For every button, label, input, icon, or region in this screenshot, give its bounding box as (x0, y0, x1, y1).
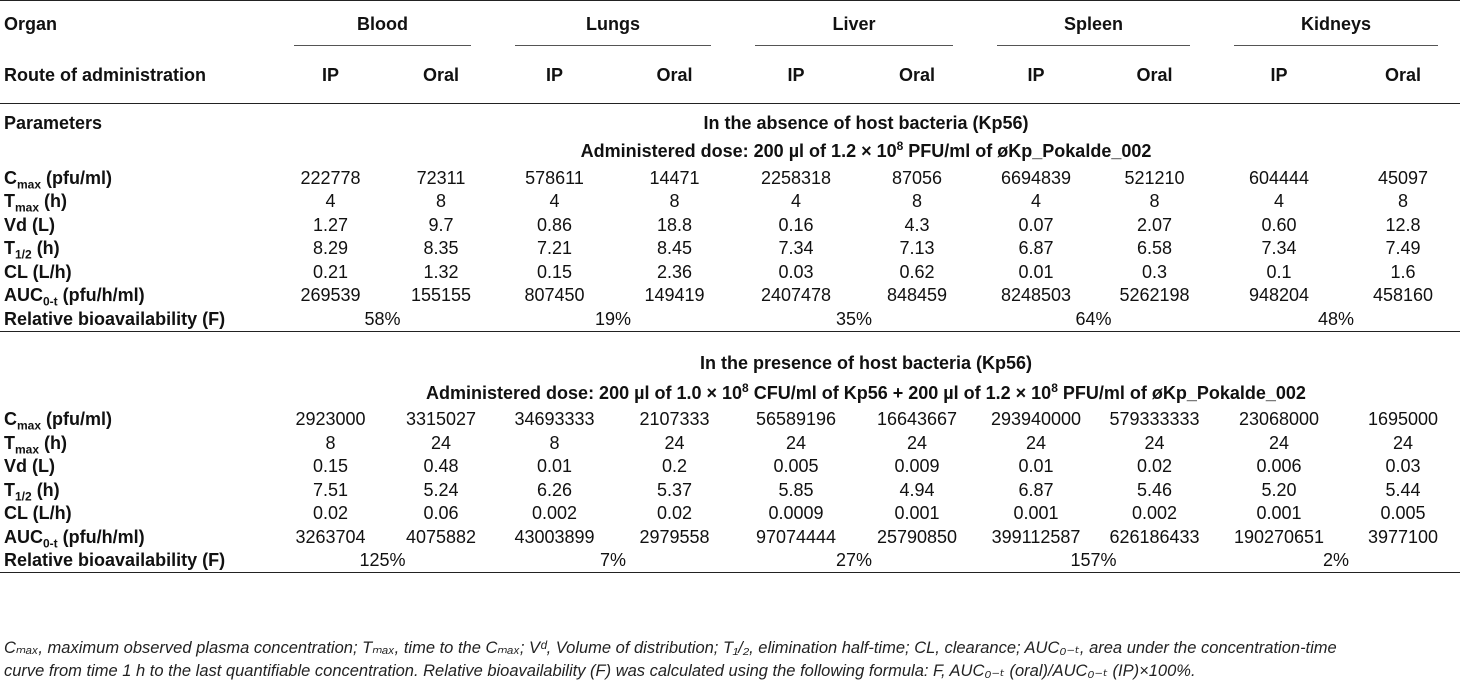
value-cell: 97074444 (755, 526, 837, 547)
section-present-dose: Administered dose: 200 µl of $1.0 \times 10^8$ CFU/ml of Kp56 + 200 µl of $1.2 \times 10^8$ PFU/ml of øKp_Pokalde_002 (426, 380, 1306, 403)
value-cell: 7.49 (1385, 238, 1421, 259)
value-cell: 0.06 (423, 503, 459, 524)
value-cell: 5.46 (1136, 479, 1173, 500)
route-header-row (0, 46, 1460, 104)
value-cell: 604444 (1248, 167, 1310, 188)
section-present-title-row (0, 348, 1460, 378)
value-cell: 2407478 (760, 285, 832, 306)
value-cell: 4 (1030, 191, 1041, 212)
value-cell: 7.34 (1261, 238, 1297, 259)
value-cell: 8248503 (1000, 285, 1072, 306)
value-cell: 4 (549, 191, 560, 212)
parameters-label: Parameters (4, 113, 103, 133)
bioavailability-value: 19% (594, 308, 632, 329)
value-cell: 0.001 (1013, 503, 1059, 524)
value-cell: 155155 (410, 285, 472, 306)
value-cell: 5.20 (1261, 479, 1297, 500)
value-cell: 5.24 (423, 479, 459, 500)
table-row (0, 455, 1460, 479)
value-cell: 807450 (524, 285, 585, 306)
value-cell: 24 (906, 432, 928, 453)
value-cell: 1.32 (423, 261, 459, 282)
section-present-title: In the presence of host bacteria (Kp56) (699, 352, 1033, 373)
section-absent-dose: Administered dose: 200 µl of $1.2 \times 10^8$ PFU/ml of øKp_Pokalde_002 (580, 139, 1152, 161)
parameter-label: $C_{max}$ (pfu/ml) (4, 409, 113, 433)
value-cell: 0.60 (1261, 214, 1297, 235)
value-cell: 8 (1149, 191, 1160, 212)
value-cell: 0.21 (312, 261, 349, 282)
route-ip: IP (545, 64, 563, 85)
value-cell: 8.29 (312, 238, 349, 259)
value-cell: 24 (1268, 432, 1290, 453)
route-oral: Oral (1384, 64, 1422, 85)
bioavailability-value: 157% (1070, 550, 1117, 571)
value-cell: 0.48 (423, 456, 459, 477)
bioavailability-value: 58% (364, 308, 401, 329)
section-present-dose-row (0, 378, 1460, 408)
section-absent-title-row (0, 104, 1460, 137)
value-cell: 2.36 (656, 261, 693, 282)
value-cell: 23068000 (1238, 409, 1320, 430)
section-absent-dose-row (0, 136, 1460, 166)
value-cell: 848459 (886, 285, 948, 306)
table-row (0, 502, 1460, 526)
value-cell: 34693333 (514, 409, 595, 430)
table-row (0, 525, 1460, 549)
route-oral: Oral (1136, 64, 1173, 85)
organ-header: Liver (733, 1, 975, 47)
value-cell: 25790850 (876, 526, 958, 547)
table-row (0, 237, 1460, 261)
parameter-label: $C_{max}$ (pfu/ml) (4, 167, 113, 192)
bioavailability-value: 64% (1075, 308, 1112, 329)
value-cell: 12.8 (1385, 214, 1421, 235)
value-cell: 626186433 (1109, 526, 1200, 547)
value-cell: 8 (549, 432, 560, 453)
value-cell: 3977100 (1367, 526, 1439, 547)
value-cell: 0.005 (773, 456, 819, 477)
value-cell: 0.005 (1380, 503, 1426, 524)
value-cell: 0.001 (894, 503, 940, 524)
value-cell: 458160 (1372, 285, 1434, 306)
value-cell: 1695000 (1367, 409, 1439, 430)
parameter-label: Vd (L) (4, 214, 55, 235)
value-cell: 0.15 (536, 261, 573, 282)
value-cell: 18.8 (656, 214, 693, 235)
value-cell: 4.94 (899, 479, 935, 500)
parameter-label: CL (L/h) (4, 261, 72, 282)
value-cell: 8 (1397, 191, 1408, 212)
value-cell: 190270651 (1233, 526, 1325, 547)
bioavailability-row (0, 307, 1460, 331)
value-cell: 0.02 (656, 503, 693, 524)
parameter-label: $T_{max}$ (h) (4, 191, 68, 215)
value-cell: 8 (325, 432, 336, 453)
value-cell: 5.37 (656, 479, 693, 500)
value-cell: 8.45 (656, 238, 693, 259)
organ-header: Spleen (975, 1, 1212, 47)
organ-header: Blood (272, 1, 493, 47)
value-cell: 1.6 (1390, 261, 1416, 282)
value-cell: 0.1 (1266, 261, 1292, 282)
value-cell: 0.07 (1018, 214, 1054, 235)
value-cell: 72311 (416, 167, 466, 188)
value-cell: 149419 (644, 285, 705, 306)
value-cell: 2258318 (760, 167, 832, 188)
parameter-label: Vd (L) (4, 456, 55, 477)
value-cell: 4 (1273, 191, 1284, 212)
value-cell: 7.51 (312, 479, 349, 500)
value-cell: 399112587 (991, 526, 1081, 547)
value-cell: 0.002 (1131, 503, 1178, 524)
value-cell: 6.58 (1136, 238, 1173, 259)
value-cell: 6.87 (1018, 479, 1054, 500)
value-cell: 0.03 (778, 261, 814, 282)
organ-underline (515, 45, 711, 46)
organ-underline (1234, 45, 1438, 46)
parameter-label: $AUC_{0-t}$ (pfu/h/ml) (4, 285, 145, 309)
value-cell: 1.27 (312, 214, 349, 235)
section-divider (0, 331, 1460, 348)
value-cell: 8 (669, 191, 680, 212)
section-absent-title: In the absence of host bacteria (Kp56) (703, 113, 1029, 133)
value-cell: 6.87 (1018, 238, 1054, 259)
value-cell: 4.3 (904, 214, 930, 235)
value-cell: 24 (664, 432, 685, 453)
bioavailability-value: 35% (835, 308, 873, 329)
value-cell: 24 (430, 432, 452, 453)
value-cell: 2979558 (639, 526, 710, 547)
value-cell: 579333333 (1109, 409, 1200, 430)
value-cell: 6.26 (536, 479, 573, 500)
organ-underline (294, 45, 471, 46)
bioavailability-row (0, 549, 1460, 573)
value-cell: 0.15 (312, 456, 349, 477)
value-cell: 4 (790, 191, 801, 212)
value-cell: 0.0009 (768, 503, 824, 524)
value-cell: 3315027 (405, 409, 477, 430)
value-cell: 6694839 (1000, 167, 1072, 188)
value-cell: 24 (1392, 432, 1414, 453)
footnote-line: Cₘₐₓ, maximum observed plasma concentration; Tₘₐₓ, time to the Cₘₐₓ; Vᵈ, Volume of distribution; T₁/₂, elimination half-time; CL, clearance; AUC₀₋ₜ, area under the concentration-time (4, 639, 1337, 657)
bioavailability-value: 7% (599, 550, 626, 571)
value-cell: 7.21 (536, 238, 573, 259)
route-ip: IP (1270, 64, 1288, 85)
value-cell: 0.02 (1136, 456, 1173, 477)
value-cell: 87056 (891, 167, 943, 188)
table-row (0, 431, 1460, 455)
value-cell: 269539 (300, 285, 361, 306)
value-cell: 56589196 (755, 409, 837, 430)
value-cell: 8 (435, 191, 446, 212)
value-cell: 43003899 (514, 526, 595, 547)
value-cell: 0.01 (1018, 456, 1054, 477)
table-row (0, 284, 1460, 308)
value-cell: 578611 (525, 167, 584, 188)
value-cell: 14471 (649, 167, 700, 188)
value-cell: 0.006 (1256, 456, 1302, 477)
value-cell: 9.7 (428, 214, 454, 235)
value-cell: 0.002 (531, 503, 578, 524)
parameter-label: $T_{1/2}$ (h) (4, 479, 60, 504)
value-cell: 293940000 (990, 409, 1082, 430)
value-cell: 2.07 (1136, 214, 1173, 235)
value-cell: 4 (325, 191, 336, 212)
value-cell: 0.03 (1385, 456, 1421, 477)
table-row (0, 190, 1460, 214)
value-cell: 0.2 (661, 456, 688, 477)
bioavailability-value: 27% (835, 550, 873, 571)
value-cell: 8 (911, 191, 922, 212)
route-ip: IP (787, 64, 805, 85)
value-cell: 0.01 (536, 456, 573, 477)
bioavailability-label: Relative bioavailability (F) (4, 550, 226, 571)
value-cell: 0.62 (899, 261, 935, 282)
bioavailability-value: 2% (1322, 550, 1349, 571)
value-cell: 2923000 (295, 409, 366, 430)
organ-header: Kidneys (1212, 1, 1460, 47)
parameter-label: $T_{1/2}$ (h) (4, 238, 60, 262)
value-cell: 0.02 (312, 503, 349, 524)
value-cell: 24 (785, 432, 807, 453)
route-ip: IP (1027, 64, 1045, 85)
value-cell: 7.13 (899, 238, 935, 259)
value-cell: 3263704 (295, 526, 366, 547)
organ-header-row (0, 1, 1460, 47)
value-cell: 8.35 (423, 238, 459, 259)
value-cell: 0.16 (778, 214, 814, 235)
footnote-line: curve from time 1 h to the last quantifiable concentration. Relative bioavailability (F) was calculated using the following formula: F, AUC₀₋ₜ (oral)/AUC₀₋ₜ (IP)×100%. (4, 662, 1196, 680)
table-row (0, 408, 1460, 432)
parameter-label: $T_{max}$ (h) (4, 432, 68, 457)
table-footnote (4, 637, 1454, 683)
value-cell: 948204 (1248, 285, 1310, 306)
route-oral: Oral (656, 64, 693, 85)
route-oral: Oral (422, 64, 460, 85)
route-ip: IP (321, 64, 339, 85)
route-label: Route of administration (4, 64, 206, 85)
value-cell: 0.009 (894, 456, 940, 477)
bioavailability-label: Relative bioavailability (F) (4, 308, 226, 329)
value-cell: 45097 (1377, 167, 1429, 188)
value-cell: 0.001 (1256, 503, 1302, 524)
parameter-label: CL (L/h) (4, 503, 72, 524)
table-row (0, 260, 1460, 284)
value-cell: 222778 (300, 167, 361, 188)
value-cell: 24 (1025, 432, 1047, 453)
value-cell: 24 (1144, 432, 1165, 453)
route-oral: Oral (898, 64, 936, 85)
bioavailability-value: 125% (359, 550, 406, 571)
value-cell: 521210 (1124, 167, 1185, 188)
value-cell: 16643667 (876, 409, 958, 430)
organ-underline (997, 45, 1190, 46)
organ-underline (755, 45, 953, 46)
organ-label: Organ (4, 13, 58, 34)
table-row (0, 213, 1460, 237)
value-cell: 2107333 (639, 409, 710, 430)
value-cell: 5262198 (1119, 285, 1190, 306)
organ-header: Lungs (493, 1, 733, 47)
value-cell: 5.85 (778, 479, 814, 500)
bioavailability-value: 48% (1317, 308, 1355, 329)
value-cell: 0.3 (1141, 261, 1168, 282)
parameter-label: $AUC_{0-t}$ (pfu/h/ml) (4, 526, 145, 551)
table-row (0, 166, 1460, 190)
value-cell: 7.34 (778, 238, 814, 259)
value-cell: 4075882 (405, 526, 477, 547)
value-cell: 0.86 (536, 214, 573, 235)
value-cell: 0.01 (1018, 261, 1054, 282)
table-row (0, 478, 1460, 502)
value-cell: 5.44 (1385, 479, 1421, 500)
